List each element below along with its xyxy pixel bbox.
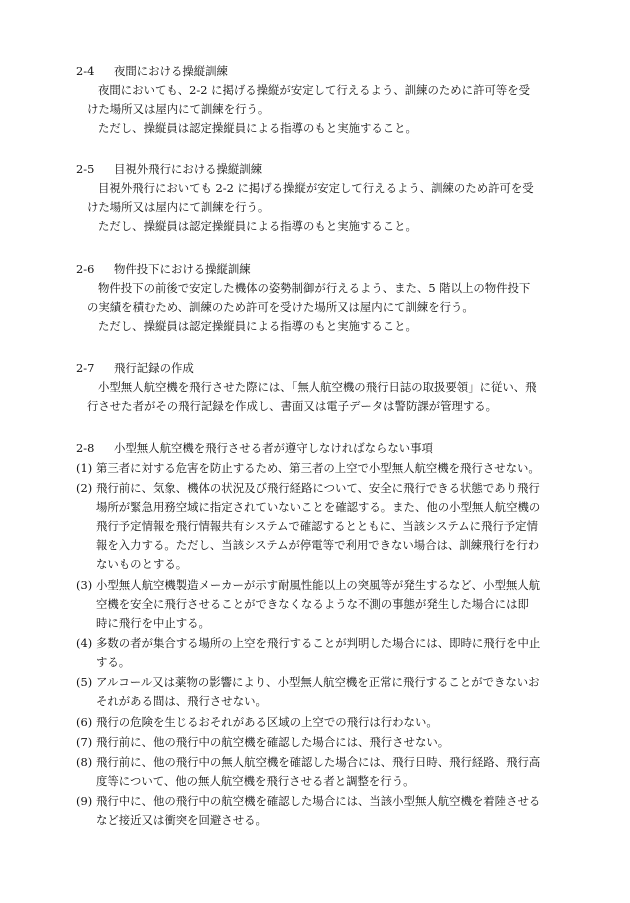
list-item-line: 時に飛行を中止する。: [96, 616, 210, 630]
list-item-line: 場所が緊急用務空域に指定されていないことを確認する。また、他の小型無人航空機の: [96, 500, 541, 514]
section-number: 2-6: [76, 262, 95, 276]
list-item-line: 報を入力する。ただし、当該システムが停電等で利用できない場合は、訓練飛行を行わ: [96, 538, 540, 552]
paragraph-line: 小型無人航空機を飛行させた際には、「無人航空機の飛行日誌の取扱要領」に従い、飛: [98, 380, 537, 394]
section-title: 目視外飛行における操縦訓練: [114, 162, 263, 176]
section-title: 物件投下における操縦訓練: [114, 262, 251, 276]
paragraph-line: の実績を積むため、訓練のため許可を受けた場所又は屋内にて訓練を行う。: [87, 300, 474, 314]
list-item-number: (3): [76, 578, 93, 592]
paragraph-line: ただし、操縦員は認定操縦員による指導のもと実施すること。: [98, 121, 417, 135]
section-title: 小型無人航空機を飛行させる者が遵守しなければならない事項: [114, 441, 433, 455]
list-item-line: 度等について、他の無人航空機を飛行させる者と調整を行う。: [96, 774, 415, 788]
list-item-line: 小型無人航空機製造メーカーが示す耐風性能以上の突風等が発生するなど、小型無人航: [96, 578, 541, 592]
paragraph-line: けた場所又は屋内にて訓練を行う。: [87, 102, 270, 116]
list-item-number: (9): [76, 794, 93, 808]
paragraph-line: ただし、操縦員は認定操縦員による指導のもと実施すること。: [98, 219, 417, 233]
list-item-line: ないものとする。: [96, 557, 188, 571]
section-title: 飛行記録の作成: [114, 361, 194, 375]
paragraph-line: 目視外飛行においても 2-2 に掲げる操縦が安定して行えるよう、訓練のため許可を受: [98, 181, 534, 195]
list-item-number: (7): [76, 735, 93, 749]
list-item-line: 第三者に対する危害を防止するため、第三者の上空で小型無人航空機を飛行させない。: [96, 461, 540, 475]
list-item-number: (1): [76, 461, 93, 475]
section-number: 2-5: [76, 162, 95, 176]
list-item-line: 飛行前に、気象、機体の状況及び飛行経路について、安全に飛行できる状態であり飛行: [96, 481, 540, 495]
section-number: 2-4: [76, 64, 95, 78]
section-heading: [76, 361, 194, 375]
section-heading: [76, 262, 251, 276]
paragraph-line: 物件投下の前後で安定した機体の姿勢制御が行えるよう、また、5 階以上の物件投下: [98, 281, 531, 295]
section-heading: [76, 441, 433, 455]
list-item-number: (8): [76, 755, 93, 769]
section-number: 2-8: [76, 441, 95, 455]
section-heading: [76, 162, 262, 176]
list-item-number: (5): [76, 675, 93, 689]
list-item-line: など接近又は衝突を回避させる。: [96, 813, 267, 827]
list-item-number: (6): [76, 715, 93, 729]
section-title: 夜間における操縦訓練: [114, 64, 228, 78]
paragraph-line: けた場所又は屋内にて訓練を行う。: [87, 200, 270, 214]
list-item-line: 飛行予定情報を飛行情報共有システムで確認するとともに、当該システムに飛行予定情: [96, 519, 538, 533]
list-item-number: (4): [76, 636, 93, 650]
list-item-line: 飛行前に、他の飛行中の無人航空機を確認した場合には、飛行日時、飛行経路、飛行高: [96, 755, 541, 769]
section-number: 2-7: [76, 361, 95, 375]
paragraph-line: 夜間においても、2-2 に掲げる操縦が安定して行えるよう、訓練のために許可等を受: [98, 83, 531, 97]
list-item-line: アルコール又は薬物の影響により、小型無人航空機を正常に飛行することができないお: [96, 675, 540, 689]
list-item-line: 多数の者が集合する場所の上空を飛行することが判明した場合には、即時に飛行を中止: [96, 636, 541, 650]
list-item-line: する。: [96, 655, 131, 669]
list-item-line: 空機を安全に飛行させることができなくなるような不測の事態が発生した場合には即: [96, 597, 529, 611]
list-item-line: それがある間は、飛行させない。: [96, 694, 267, 708]
section-heading: [76, 64, 228, 78]
list-item-number: (2): [76, 481, 93, 495]
list-item-line: 飛行の危険を生じるおそれがある区域の上空での飛行は行わない。: [96, 715, 438, 729]
list-item-line: 飛行前に、他の飛行中の航空機を確認した場合には、飛行させない。: [96, 735, 450, 749]
paragraph-line: 行させた者がその飛行記録を作成し、書面又は電子データは警防課が管理する。: [87, 399, 498, 413]
list-item-line: 飛行中に、他の飛行中の航空機を確認した場合には、当該小型無人航空機を着陸させる: [96, 794, 541, 808]
paragraph-line: ただし、操縦員は認定操縦員による指導のもと実施すること。: [98, 319, 417, 333]
